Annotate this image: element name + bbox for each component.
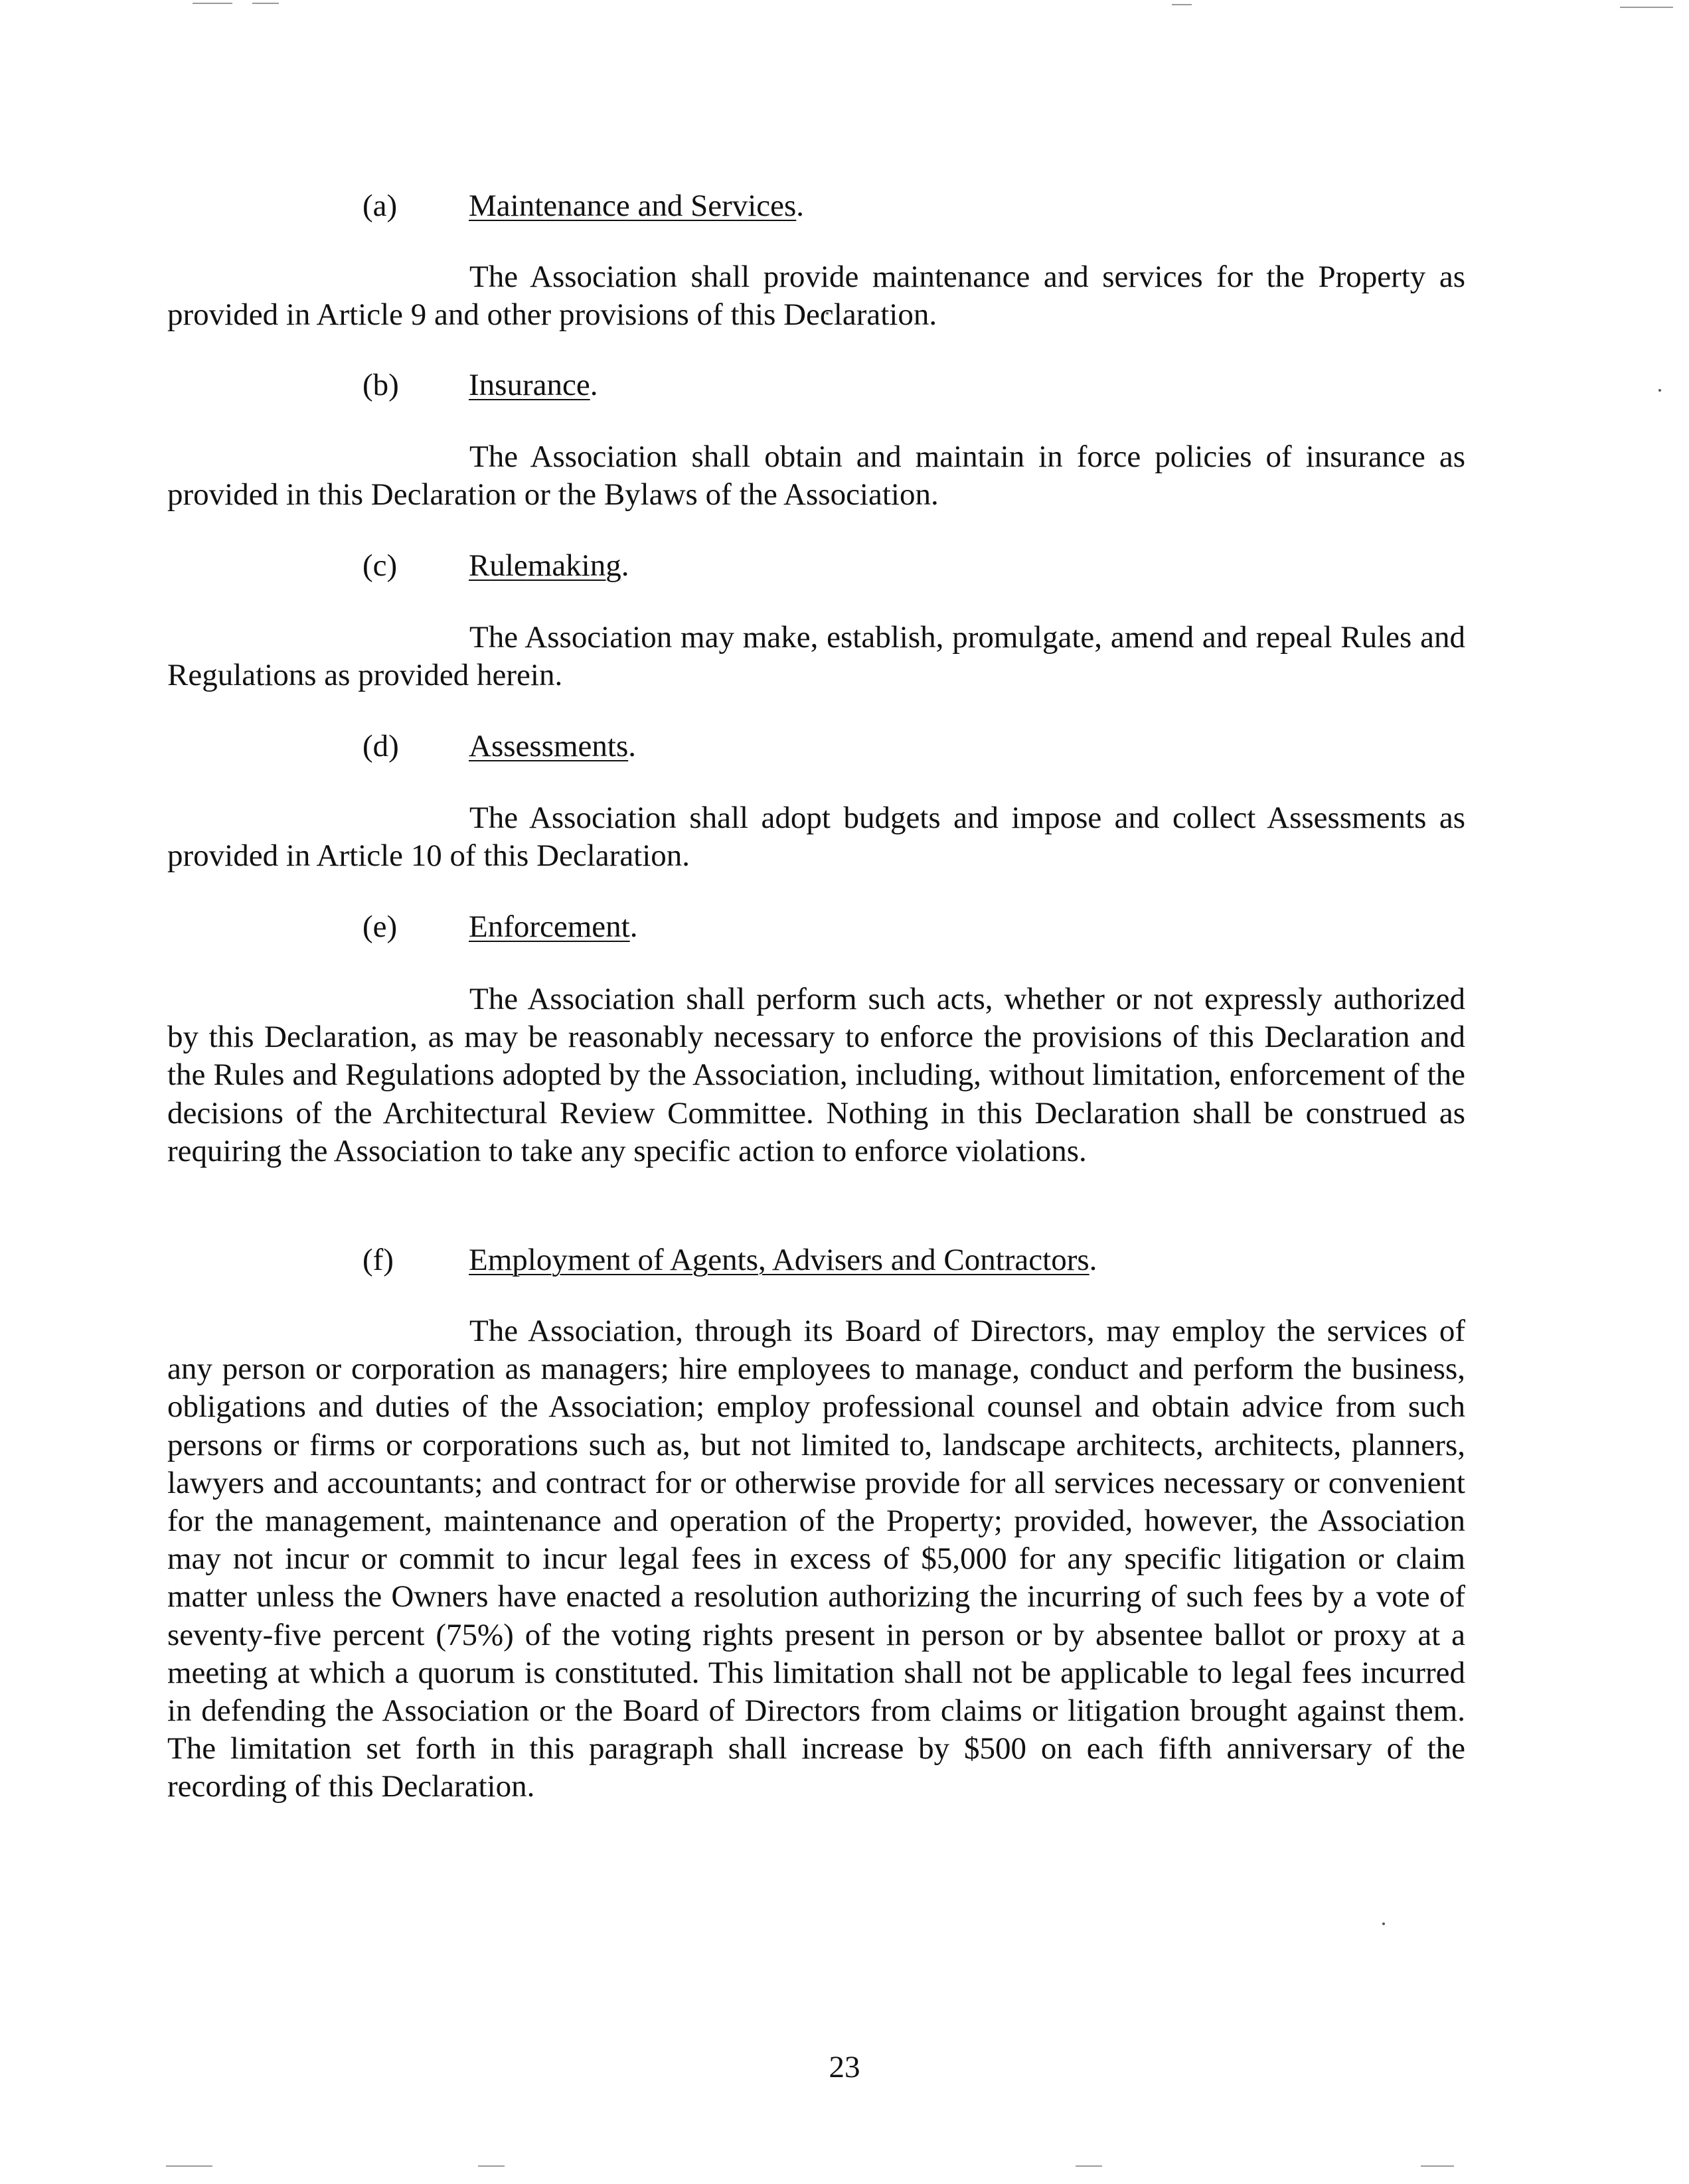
section-b-heading (362, 366, 598, 404)
section-f-heading (362, 1241, 1097, 1279)
section-a-label: (a) (362, 189, 398, 223)
scan-artifact (1076, 2165, 1102, 2167)
section-d-heading (362, 728, 636, 765)
section-b-body: The Association shall obtain and maintain in force policies of insurance as provided in this Declaration or the Bylaws of the Association. (167, 439, 1465, 512)
heading-period: . (628, 729, 636, 763)
section-b-title: Insurance (469, 368, 590, 402)
scan-artifact (193, 3, 232, 4)
heading-period: . (796, 189, 805, 223)
section-f-label: (f) (362, 1243, 394, 1277)
section-c-body: The Association may make, establish, promulgate, amend and repeal Rules and Regulations as provided herein. (167, 620, 1465, 693)
scan-artifact (1620, 7, 1673, 8)
section-d-title: Assessments (469, 729, 629, 763)
section-b-label: (b) (362, 368, 399, 402)
scan-speck (1382, 1922, 1385, 1925)
section-e-title: Enforcement (469, 909, 630, 944)
page-number: 23 (829, 2050, 860, 2084)
heading-period: . (1089, 1243, 1097, 1277)
section-c-title: Rulemaking (469, 548, 621, 583)
section-a-body: The Association shall provide maintenance and services for the Property as provided in Article 9 and other provisions of this Declaration. (167, 260, 1465, 333)
section-e-heading (362, 908, 637, 945)
section-e-body: The Association shall perform such acts, whether or not expressly authorized by this Declaration, as may be reasonably necessary to enforce the provisions of this Declaration and the Rules and Regulations adopted by the Association, including, without limitation, enforcement of the decisions of the Architectural Review Committee. Nothing in this Declaration shall be construed as requiring the Association to take any specific action to enforce violations. (167, 982, 1465, 1168)
section-e-label: (e) (362, 909, 398, 944)
heading-period: . (629, 909, 638, 944)
section-a-heading (362, 187, 804, 224)
scan-artifact (1421, 2165, 1454, 2167)
scan-artifact (1172, 4, 1192, 5)
section-c-label: (c) (362, 548, 398, 583)
section-d-body: The Association shall adopt budgets and impose and collect Assessments as provided in Article 10 of this Declaration. (167, 801, 1465, 874)
scan-artifact (166, 2165, 212, 2167)
scan-speck (1658, 389, 1661, 392)
scan-artifact (478, 2165, 505, 2167)
scan-artifact (252, 3, 279, 4)
section-a-title: Maintenance and Services (469, 189, 797, 223)
heading-period: . (590, 368, 598, 402)
section-c-heading (362, 547, 629, 584)
section-d-label: (d) (362, 729, 399, 763)
heading-period: . (621, 548, 629, 583)
section-f-body: The Association, through its Board of Directors, may employ the services of any person or corporation as managers; hire employees to manage, conduct and perform the business, obligations and duties of the Association; employ professional counsel and obtain advice from such persons or firms or corporations such as, but not limited to, landscape architects, architects, planners, lawyers and accountants; and contract for or otherwise provide for all services necessary or convenient for the management, maintenance and operation of the Property; provided, however, the Association may not incur or commit to incur legal fees in excess of $5,000 for any specific litigation or claim matter unless the Owners have enacted a resolution authorizing the incurring of such fees by a vote of seventy-five percent (75%) of the voting rights present in person or by absentee ballot or proxy at a meeting at which a quorum is constituted. This limitation shall not be applicable to legal fees incurred in defending the Association or the Board of Directors from claims or litigation brought against them. The limitation set forth in this paragraph shall increase by $500 on each fifth anniversary of the recording of this Declaration. (167, 1314, 1465, 1804)
section-f-title: Employment of Agents, Advisers and Contractors (469, 1243, 1089, 1277)
